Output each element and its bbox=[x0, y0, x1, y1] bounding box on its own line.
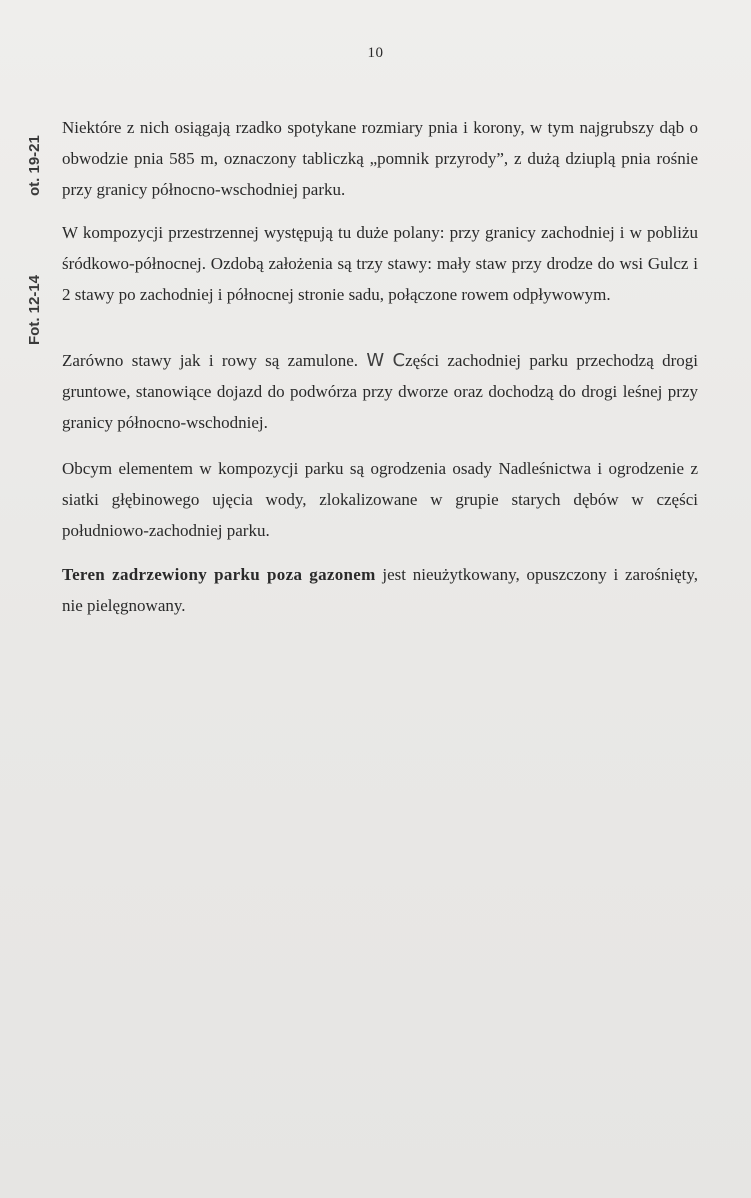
handwritten-correction: C bbox=[392, 350, 406, 371]
paragraph-text: zęści zachodniej parku przechodzą drogi gruntowe, stanowiące dojazd do podwórza przy dworze oraz dochodzą do drogi leśnej przy granicy północno-wschodniej. bbox=[62, 351, 698, 432]
paragraph: W kompozycji przestrzennej występują tu duże polany: przy granicy zachodniej i w pobliżu śródkowo-północnej. Ozdobą założenia są trzy stawy: mały staw przy drodze do wsi Gulcz i 2 stawy po zachodniej i północnej stronie sadu, połączone rowem odpływowym. bbox=[62, 223, 698, 304]
paragraph: Obcym elementem w kompozycji parku są ogrodzenia osady Nadleśnictwa i ogrodzenie z siatki głębinowego ujęcia wody, zlokalizowane w grupie starych dębów w części południowo-zachodniej parku. bbox=[62, 459, 698, 540]
margin-photo-reference: Fot. 12-14 bbox=[26, 274, 43, 345]
paragraph bbox=[62, 559, 698, 621]
page-number: 10 bbox=[367, 45, 384, 61]
paragraph-text: Zarówno stawy jak i rowy są zamulone. bbox=[62, 351, 367, 370]
margin-photo-reference: ot. 19-21 bbox=[26, 135, 43, 196]
paragraph-text: jest nieużytkowany, opuszczony i zarośnięty, nie pielęgnowany. bbox=[62, 565, 698, 615]
bold-heading-text: Teren zadrzewiony parku poza gazonem bbox=[62, 565, 376, 584]
paragraph bbox=[62, 345, 698, 438]
paragraph: Niektóre z nich osiągają rzadko spotykane rozmiary pnia i korony, w tym najgrubszy dąb o obwodzie pnia 585 m, oznaczony tabliczką „pomnik przyrody”, z dużą dziuplą pnia rośnie przy granicy północno-wschodniej parku. bbox=[62, 118, 698, 199]
handwritten-correction: W bbox=[366, 350, 385, 371]
